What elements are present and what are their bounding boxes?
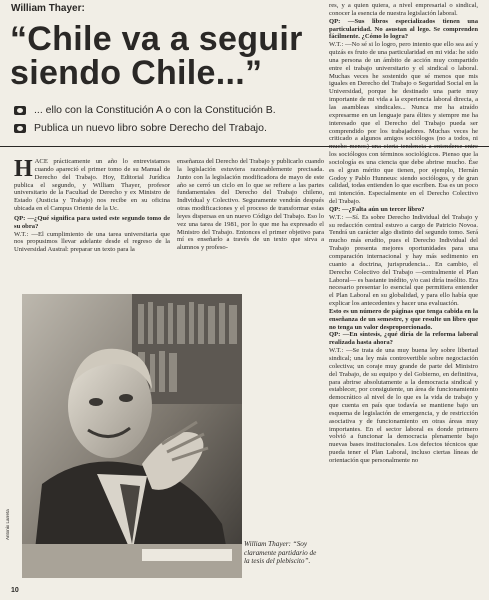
headline — [10, 22, 330, 90]
article-column-1 — [14, 158, 170, 288]
headline-line-2: siendo Chile...” — [10, 54, 263, 92]
article-paragraph: W.T.: —Se trata de una muy buena ley sobre libertad sindical; una ley más controvertible sobre negociación colectiva; un coraje muy grande de parte del Ministro del Trabajo, de su equipo y del Gobierno, en definitiva, para abrirse absolutamente a la democracia sindical y establecer, por consiguiente, un área de funcionamiento democrático al nivel de lo que es la vida de trabajo y que cuenta en país que todavía se mantiene bajo un esquema de legislación de emergencia, y de restricción asociativa y de funcionamiento en otras áreas muy importantes. En el sector laboral es donde primero volvió a funcionar la democracia plenamente bajo nuevas bases institucionales. Los defectos técnicos que pueda tener el Plan Laboral, incluso ciertas líneas de orientación que personalmente no — [329, 347, 478, 464]
article-question: Esto es un número de páginas que tenga cabida en la enseñanza de un semestre, y que resulte un libro que no tenga un valor desproporcionado. — [329, 307, 478, 331]
drop-cap: H — [14, 158, 33, 182]
photo-credit: Antonio Larreta — [5, 509, 10, 540]
article-question: QP: —En síntesis, ¿qué diría de la reforma laboral realizada hasta ahora? — [329, 331, 478, 347]
article-question: QP: —Sus libros especializados tienen una particularidad. No asustan al lego. Se comprenden fácilmente. ¿Cómo lo logra? — [329, 17, 478, 41]
kicker: William Thayer: — [11, 3, 85, 14]
bullet-2-text: Publica un nuevo libro sobre Derecho del Trabajo. — [34, 122, 267, 134]
article-paragraph: W.T.: —Sí. Es sobre Derecho Individual del Trabajo y su redacción central estuvo a cargo de Patricio Novoa. Tendrá un carácter algo distinto del segundo tomo. Será mucho más erudito, pues el Derecho Individual del Trabajo presenta mejores oportunidades para una comparación internacional y hay más sedimento en cuanto a doctrina, jurisprudencia... En cambio, el Derecho Colectivo del Trabajo —centralmente el Plan Laboral— es bastante inédito, y/o casi diría insólito. Era necesario presentar lo esencial que permitiera entender el Plan Laboral en su globalidad, y para ello había que explicar los antecedentes y hacer una evaluación. — [329, 213, 478, 308]
bullet-1-text: ... ello con la Constitución A o con la Constitución B. — [34, 104, 276, 116]
photo-caption: William Thayer: “Soy claramente partidario de la tesis del plebiscito”. — [244, 540, 317, 565]
portrait-photo-image — [22, 294, 242, 578]
article-paragraph: W.T.: —No sé si lo logro, pero intento que ello sea así y quizás es fruto de una particularidad en mi vida: he sido una persona de un ámbito de acción muy compartido entre el trabajo universitario y el sindical o laboral. Muchas veces he sostenido que sé menos que mis iguales en Derecho del Trabajo o Seguridad Social en la Universidad, porque he destinado una parte muy importante de mi vida a la experiencia laboral directa, a las asambleas sindicales... Nunca me ha atraído expresarme en un lenguaje para élites y siempre me ha interesado que el Derecho del Trabajo pueda ser comprendido por los trabajadores. Muchas veces he criticado a algunos amigos sociólogos (no a todos, ni mucho menos) una cierta tendencia a entenderse entre los sociólogos con términos sociológicos. Pienso que la sociología es una ciencia que debe abrirse mucho. Ése es el gran mérito que tienen, por ejemplo, Hernán Godoy y Pablo Hunneus: siendo sociólogos, y de gran calidad, todas entienden lo que escriben. Esa es un poco mi intención. Especialmente en el Derecho Colectivo del Trabajo. — [329, 41, 478, 206]
article-column-2 — [177, 158, 324, 288]
bullet-2 — [14, 122, 267, 134]
article-column-3 — [329, 2, 478, 592]
article-paragraph: ACE prácticamente un año lo entrevistamos cuando apareció el primer tomo de su Manual de Derecho del Trabajo. Hoy, Editorial Jurídica publica el segundo, y William Thayer, profesor universitario de la Facultad de Derecho y ex Ministro de Estado (Justicia y Trabajo) nos recibe en su oficina ubicada en el Campus Oriente de la Uc. — [14, 158, 170, 213]
bullet-mark-icon — [14, 124, 26, 133]
article-paragraph: W.T.: —El cumplimiento de una tarea universitaria que nos propusimos llevar adelante desde el regreso de la Universidad Austral: preparar un texto para la — [14, 230, 170, 254]
article-question: QP: —¿Falta aún un tercer libro? — [329, 205, 425, 213]
headline-line-1: “Chile va a seguir — [10, 20, 303, 58]
portrait-photo — [22, 294, 242, 578]
article-question: QP: —¿Qué significa para usted este segundo tomo de su obra? — [14, 214, 170, 230]
page-number: 10 — [11, 587, 19, 594]
article-paragraph: enseñanza del Derecho del Trabajo y publicarlo cuando la legislación estuviera razonablemente precisada. Junto con la legislación modificadora de mayo de este año se cerró un ciclo en lo que se refiere a las partes fundamentales del Derecho del Trabajo chileno, Individual y Colectivo. Seguramente vendrán después otras modificaciones y el proceso de transformar estas leyes dispersas en un nuevo Código del Trabajo. Eso lo vez una tarea de 1981, por lo que me ha expresado el Ministro del Trabajo. Entonces el primer objetivo para mí es enseñarlo a través de un texto que sirva a alumnos y profeso- — [177, 158, 324, 252]
article-paragraph: res, y a quien quiera, a nivel empresarial o sindical, conocer la esencia de nuestra legislación laboral. — [329, 2, 478, 17]
bullet-1 — [14, 104, 276, 116]
bullet-mark-icon — [14, 106, 26, 115]
